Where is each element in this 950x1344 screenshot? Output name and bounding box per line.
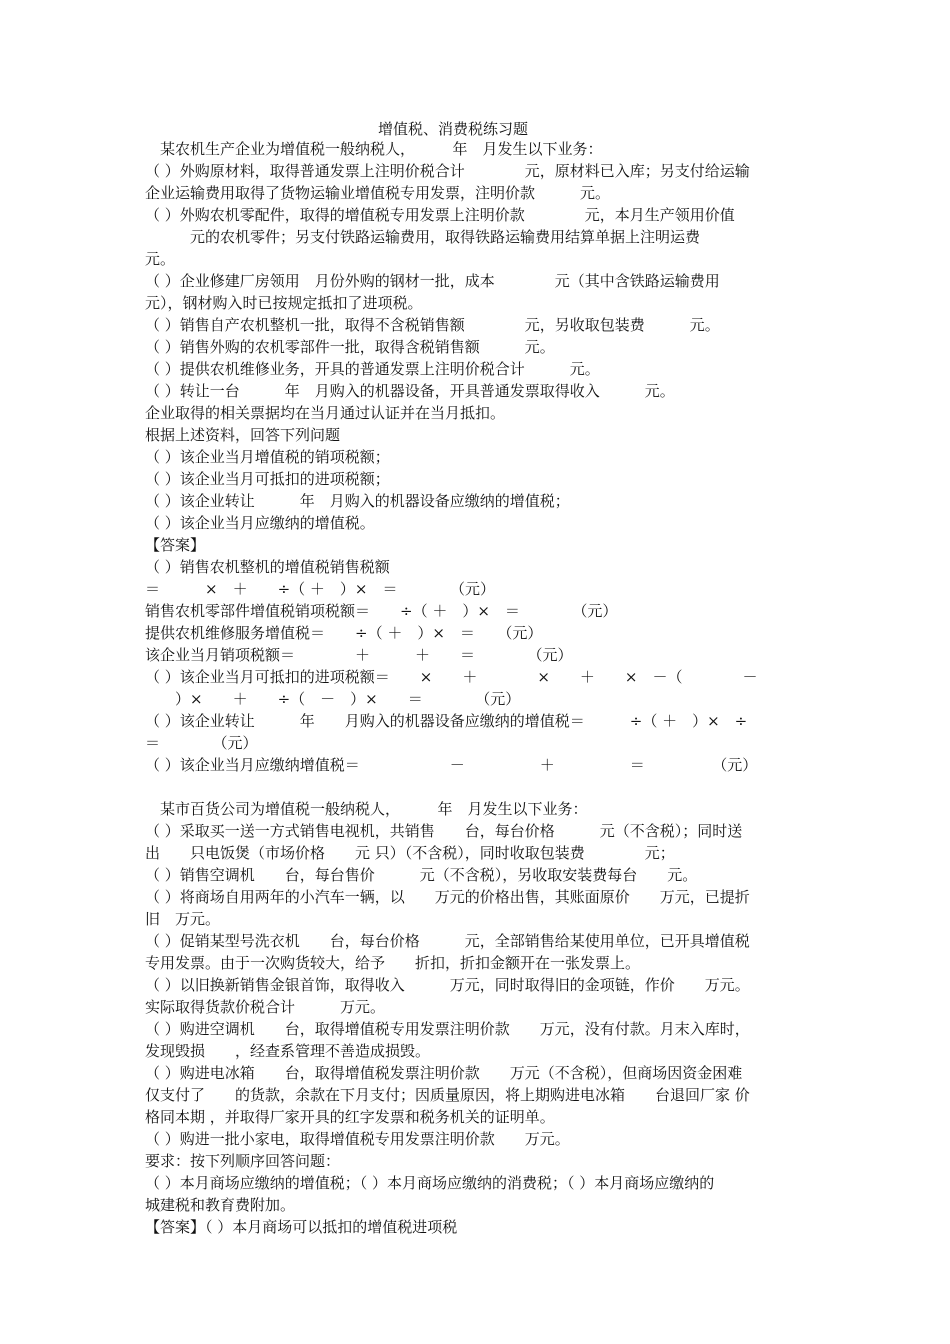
document-line: （ ）外购原材料，取得普通发票上注明价税合计 元，原材料已入库；另支付给运输 <box>145 162 750 180</box>
document-line: 旧 万元。 <box>145 910 221 928</box>
document-line: （ ）销售自产农机整机一批，取得不含税销售额 元，另收取包装费 元。 <box>145 316 720 334</box>
document-line: 元），钢材购入时已按规定抵扣了进项税。 <box>145 294 423 312</box>
document-line: 元。 <box>145 250 176 268</box>
document-line: 某农机生产企业为增值税一般纳税人， 年 月发生以下业务： <box>145 140 603 158</box>
document-line: 实际取得货款价税合计 万元。 <box>145 998 386 1016</box>
document-title: 增值税、消费税练习题 <box>378 120 529 138</box>
document-line: （ ）该企业转让 年 月购入的机器设备应缴纳的增值税＝ ÷（ ＋ ）× ÷ <box>145 712 748 730</box>
document-line: 发现毁损 ，经查系管理不善造成损毁。 <box>145 1042 431 1060</box>
document-line: 城建税和教育费附加。 <box>145 1196 296 1214</box>
document-line: （ ）提供农机维修业务，开具的普通发票上注明价税合计 元。 <box>145 360 600 378</box>
document-line: （ ）该企业转让 年 月购入的机器设备应缴纳的增值税； <box>145 492 570 510</box>
document-line: （ ）该企业当月可抵扣的进项税额； <box>145 470 390 488</box>
document-line: 企业运输费用取得了货物运输业增值税专用发票，注明价款 元。 <box>145 184 611 202</box>
document-line: 根据上述资料，回答下列问题 <box>145 426 341 444</box>
document-line: （ ）转让一台 年 月购入的机器设备，开具普通发票取得收入 元。 <box>145 382 675 400</box>
document-line: （ ）销售农机整机的增值税销售税额 <box>145 558 390 576</box>
document-line: 【答案】 <box>145 536 206 554</box>
document-line: 该企业当月销项税额＝ ＋ ＋ ＝ （元） <box>145 646 573 664</box>
document-line: （ ）销售外购的农机零部件一批，取得含税销售额 元。 <box>145 338 555 356</box>
document-line: 提供农机维修服务增值税＝ ÷（ ＋ ）× ＝ （元） <box>145 624 543 642</box>
document-line: ）× ＋ ÷（ － ）× ＝ （元） <box>145 690 521 708</box>
document-line: ＝ × ＋ ÷（ ＋ ）× ＝ （元） <box>145 580 495 598</box>
document-line: （ ）该企业当月应缴纳增值税＝ － ＋ ＝ （元） <box>145 756 758 774</box>
document-line: 某市百货公司为增值税一般纳税人， 年 月发生以下业务： <box>145 800 588 818</box>
document-line: （ ）销售空调机 台，每台售价 元（不含税），另收取安装费每台 元。 <box>145 866 698 884</box>
document-line: （ ）将商场自用两年的小汽车一辆，以 万元的价格出售，其账面原价 万元，已提折 <box>145 888 750 906</box>
document-line: 出 只电饭煲（市场价格 元 只）（不含税），同时收取包装费 元； <box>145 844 675 862</box>
document-line: （ ）企业修建厂房领用 月份外购的钢材一批，成本 元（其中含铁路运输费用 <box>145 272 720 290</box>
document-line: （ ）该企业当月应缴纳的增值税。 <box>145 514 375 532</box>
document-line: 仅支付了 的货款，余款在下月支付；因质量原因，将上期购进电冰箱 台退回厂家 价 <box>145 1086 750 1104</box>
document-line: ＝ （元） <box>145 734 258 752</box>
document-line: （ ）该企业当月增值税的销项税额； <box>145 448 390 466</box>
document-line: 元的农机零件；另支付铁路运输费用，取得铁路运输费用结算单据上注明运费 <box>145 228 701 246</box>
document-line: 【答案】（ ）本月商场可以抵扣的增值税进项税 <box>145 1218 458 1236</box>
document-line: 要求：按下列顺序回答问题： <box>145 1152 341 1170</box>
document-line: 格同本期 ，并取得厂家开具的红字发票和税务机关的证明单。 <box>145 1108 555 1126</box>
document-line: （ ）采取买一送一方式销售电视机，共销售 台，每台价格 元（不含税）；同时送 <box>145 822 743 840</box>
document-line: （ ）购进电冰箱 台，取得增值税发票注明价款 万元（不含税），但商场因资金困难 <box>145 1064 743 1082</box>
document-line: （ ）本月商场应缴纳的增值税；（ ）本月商场应缴纳的消费税；（ ）本月商场应缴纳的 <box>145 1174 715 1192</box>
document-line: （ ）外购农机零配件，取得的增值税专用发票上注明价款 元，本月生产领用价值 <box>145 206 735 224</box>
document-line: 销售农机零部件增值税销项税额＝ ÷（ ＋ ）× ＝ （元） <box>145 602 618 620</box>
document-line: （ ）购进一批小家电，取得增值税专用发票注明价款 万元。 <box>145 1130 570 1148</box>
document-line: （ ）促销某型号洗衣机 台，每台价格 元，全部销售给某使用单位，已开具增值税 <box>145 932 750 950</box>
document-line: （ ）购进空调机 台，取得增值税专用发票注明价款 万元，没有付款。月末入库时， <box>145 1020 750 1038</box>
document-line: 专用发票。由于一次购货较大，给予 折扣，折扣金额开在一张发票上。 <box>145 954 641 972</box>
document-line: （ ）以旧换新销售金银首饰，取得收入 万元，同时取得旧的金项链，作价 万元。 <box>145 976 750 994</box>
document-line: （ ）该企业当月可抵扣的进项税额＝ × ＋ × ＋ × －（ － <box>145 668 758 686</box>
document-line: 企业取得的相关票据均在当月通过认证并在当月抵扣。 <box>145 404 506 422</box>
